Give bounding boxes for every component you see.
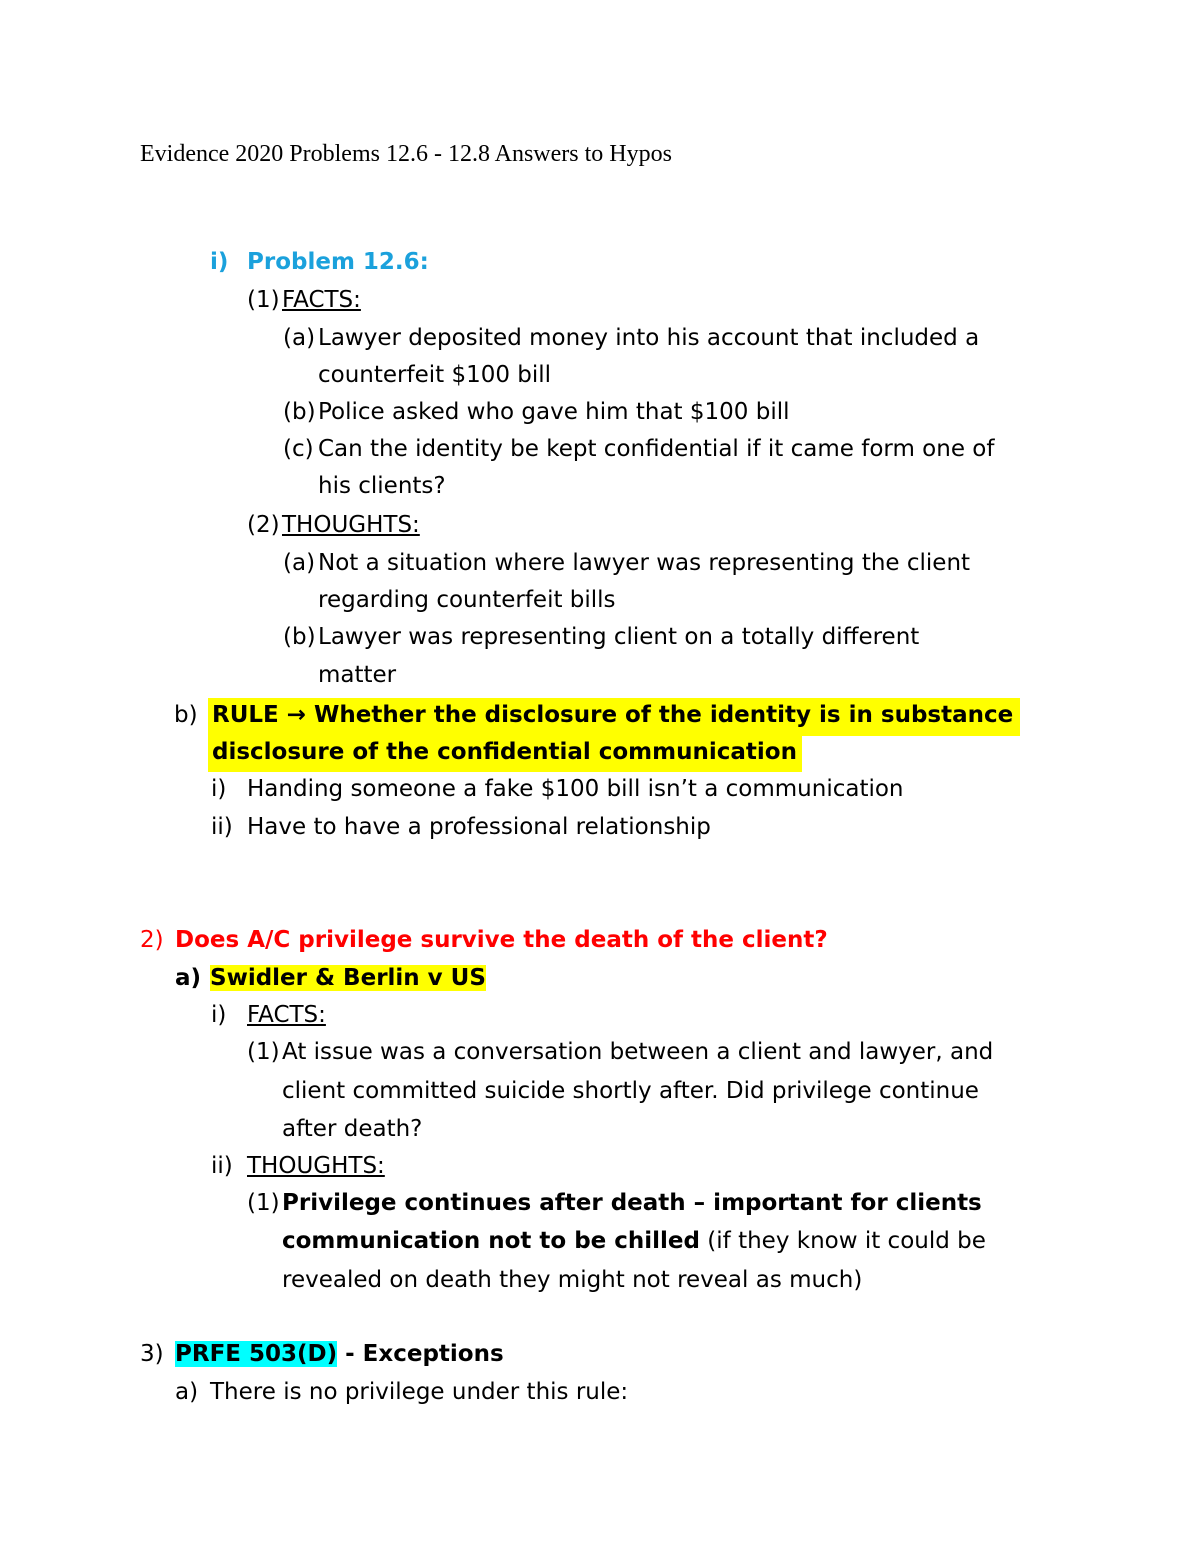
thought-b-line1: Lawyer was representing client on a totally different (318, 624, 920, 650)
s2-thoughts-line3: revealed on death they might not reveal as much) (282, 1267, 863, 1293)
s2-thoughts-item-marker: (1) (247, 1190, 280, 1216)
section3-marker: 3) (140, 1341, 164, 1367)
fact-c-line2: his clients? (318, 473, 446, 499)
rule-sub-i-marker: i) (211, 776, 227, 802)
problem-marker: i) (210, 249, 229, 275)
s2-facts-line2: client committed suicide shortly after. Did privilege continue (282, 1078, 979, 1104)
case-marker: a) (175, 965, 202, 991)
fact-c-line1: Can the identity be kept confidential if it came form one of (318, 436, 995, 462)
document-title: Evidence 2020 Problems 12.6 - 12.8 Answers to Hypos (140, 141, 672, 167)
thoughts-marker: (2) (247, 512, 280, 538)
fact-a-marker: (a) (283, 325, 316, 351)
s2-facts-marker: i) (211, 1002, 227, 1028)
fact-a-line2: counterfeit $100 bill (318, 362, 552, 388)
s2-thoughts-rest2: (if they know it could be (700, 1228, 986, 1254)
thought-b-line2: matter (318, 662, 397, 688)
section3-sub-marker: a) (175, 1379, 199, 1405)
s2-thoughts-line2 (282, 1226, 986, 1256)
section3-sub-text: There is no privilege under this rule: (210, 1379, 629, 1405)
s2-thoughts-line1: Privilege continues after death – important for clients (282, 1190, 982, 1216)
problem-heading: Problem 12.6: (247, 249, 429, 275)
fact-c-marker: (c) (283, 436, 314, 462)
rule-sub-i-text: Handing someone a fake $100 bill isn’t a communication (247, 776, 904, 802)
case-name-highlight: Swidler & Berlin v US (210, 965, 486, 991)
section3-heading-highlight: PRFE 503(D) (175, 1341, 338, 1367)
section2-heading: Does A/C privilege survive the death of the client? (175, 927, 828, 953)
section3-heading-rest: - Exceptions (337, 1341, 504, 1367)
s2-facts-item-marker: (1) (247, 1039, 280, 1065)
facts-marker: (1) (247, 287, 280, 313)
s2-thoughts-marker: ii) (211, 1153, 233, 1179)
rule-marker: b) (174, 702, 198, 728)
rule-sub-ii-text: Have to have a professional relationship (247, 814, 711, 840)
s2-facts-line1: At issue was a conversation between a client and lawyer, and (282, 1039, 994, 1065)
thought-a-line2: regarding counterfeit bills (318, 587, 616, 613)
s2-thoughts-label: THOUGHTS: (247, 1153, 385, 1179)
rule-line1: RULE → Whether the disclosure of the identity is in substance (212, 702, 1014, 728)
fact-b-marker: (b) (283, 399, 316, 425)
thought-a-line1: Not a situation where lawyer was representing the client (318, 550, 971, 576)
thoughts-label: THOUGHTS: (282, 512, 420, 538)
thought-a-marker: (a) (283, 550, 316, 576)
s2-facts-line3: after death? (282, 1116, 423, 1142)
facts-label: FACTS: (282, 287, 361, 313)
rule-line2: disclosure of the confidential communication (212, 739, 797, 765)
thought-b-marker: (b) (283, 624, 316, 650)
section2-marker: 2) (140, 927, 164, 953)
rule-sub-ii-marker: ii) (211, 814, 233, 840)
case-name (210, 963, 486, 993)
section3-heading (175, 1339, 504, 1369)
s2-facts-label: FACTS: (247, 1002, 326, 1028)
s2-thoughts-bold2: communication not to be chilled (282, 1228, 700, 1254)
fact-a-line1: Lawyer deposited money into his account that included a (318, 325, 980, 351)
fact-b-line1: Police asked who gave him that $100 bill (318, 399, 790, 425)
